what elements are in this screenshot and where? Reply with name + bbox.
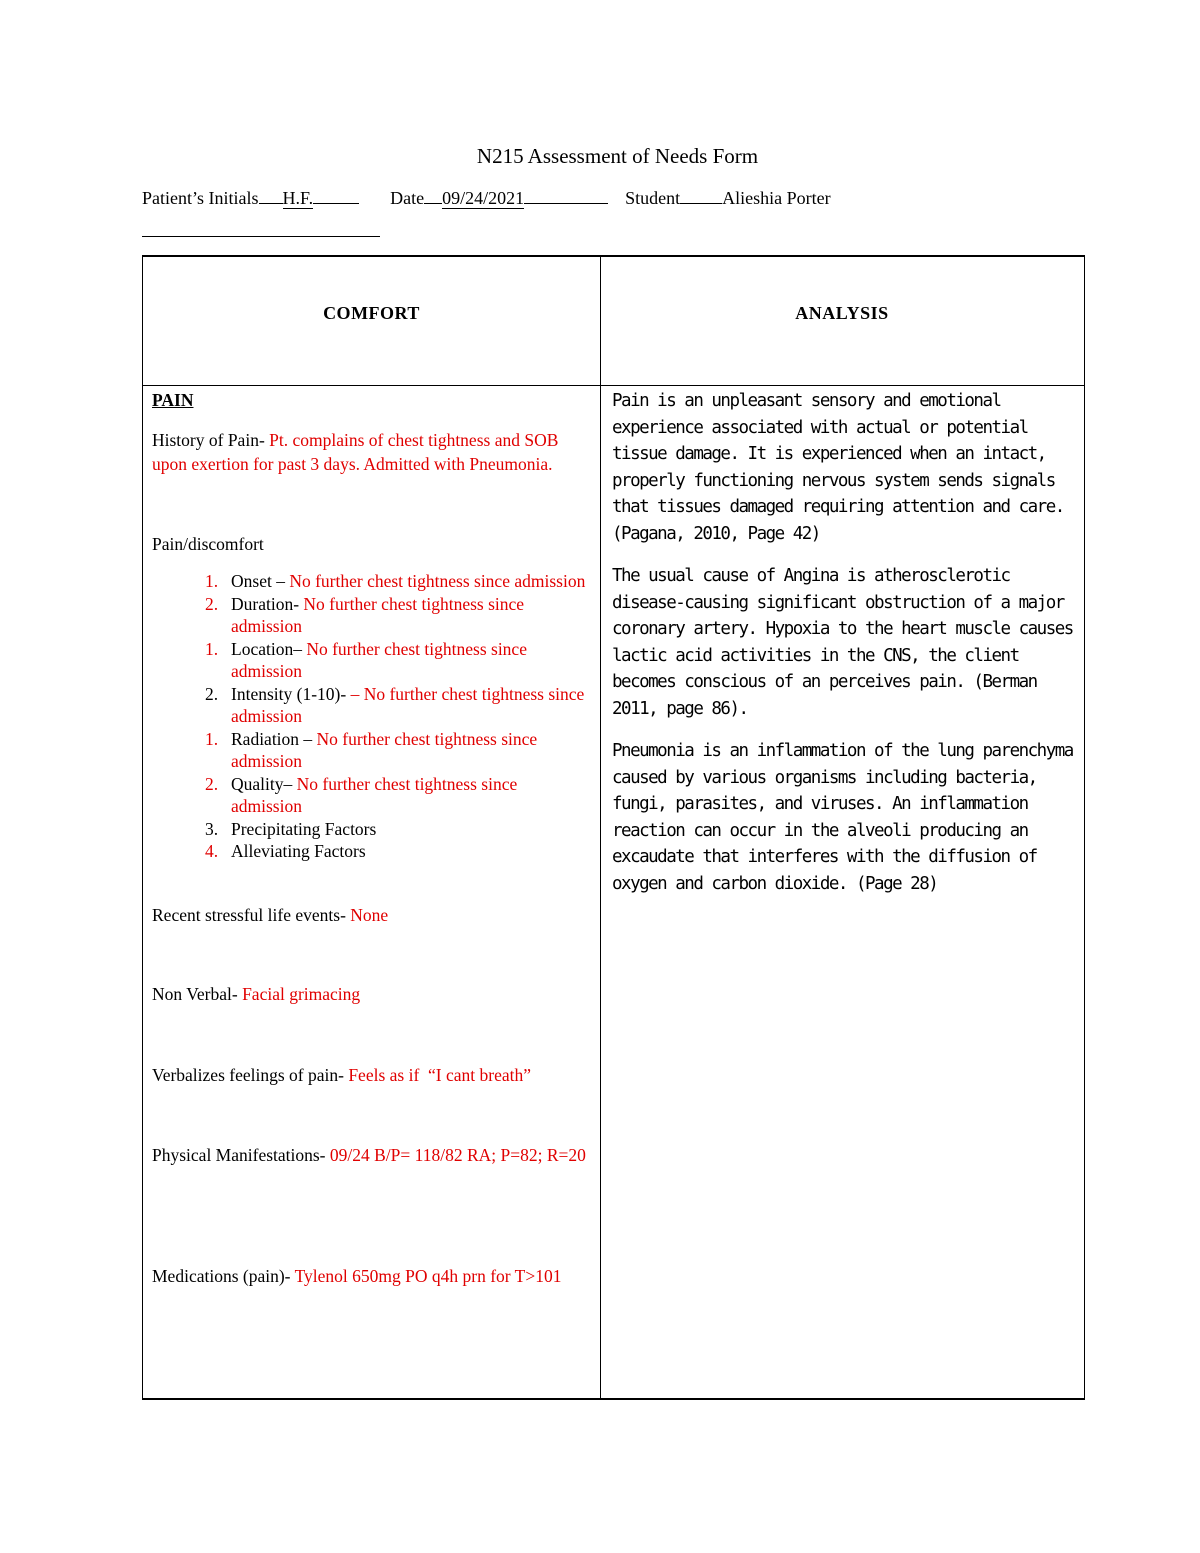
- medications-value: Tylenol 650mg PO q4h prn for T>101: [294, 1265, 562, 1286]
- pain-item-value: No further chest tightness since admission: [231, 593, 525, 636]
- analysis-column: [612, 388, 1077, 913]
- comfort-column-header: COMFORT: [323, 303, 420, 323]
- pain-item: [152, 840, 587, 863]
- medications: Medications (pain)- Tylenol 650mg PO q4h prn for T>101: [152, 1265, 562, 1286]
- history-of-pain: History of Pain- Pt. complains of chest tightness and SOB upon exertion for past 3 days. Admitted with Pneumonia.: [152, 430, 559, 474]
- header-rule: [142, 236, 380, 237]
- pain-heading: PAIN: [152, 390, 194, 410]
- pain-item-label: Precipitating Factors: [231, 818, 377, 839]
- pain-item-number: 2.: [205, 593, 219, 614]
- stressful-events-value: None: [350, 904, 389, 925]
- form-header: [142, 188, 831, 209]
- pain-item: [152, 638, 587, 683]
- pain-item: [152, 818, 587, 841]
- physical-manifestations-value: 09/24 B/P= 118/82 RA; P=82; R=20: [329, 1144, 586, 1165]
- pain-item-number: 1.: [205, 571, 219, 591]
- pain-item-number: 4.: [205, 841, 219, 861]
- non-verbal-value: Facial grimacing: [242, 983, 361, 1004]
- pain-item-number: 3.: [205, 818, 219, 839]
- assessment-table: [142, 255, 1085, 1400]
- pain-item-label: Duration-: [231, 593, 304, 614]
- physical-manifestations: Physical Manifestations- 09/24 B/P= 118/82 RA; P=82; R=20: [152, 1144, 586, 1165]
- pain-item: [152, 593, 587, 638]
- pain-item-label: Alleviating Factors: [231, 841, 366, 861]
- pain-item-label: Radiation –: [231, 728, 317, 749]
- pain-item: [152, 773, 587, 818]
- pain-item-value: No further chest tightness since admission: [231, 773, 518, 816]
- analysis-column-header: ANALYSIS: [795, 303, 889, 323]
- pain-item-value: – No further chest tightness since admission: [231, 683, 585, 726]
- comfort-column: [152, 388, 587, 1288]
- patient-initials-value: H.F.: [282, 188, 314, 208]
- analysis-paragraph-angina: The usual cause of Angina is atherosclerotic disease-causing significant obstruction of a major coronary artery. Hypoxia to the heart muscle causes lactic acid activities in the CNS, the client becomes conscious of an perceives pain. (Berman 2011, page 86).: [612, 566, 1073, 719]
- verbalizes-pain: Verbalizes feelings of pain- Feels as if “I cant breath”: [152, 1064, 532, 1085]
- pain-item-label: Location–: [231, 638, 307, 659]
- form-title: N215 Assessment of Needs Form: [476, 144, 759, 168]
- student-label: Student: [625, 188, 681, 208]
- pain-item-number: 1.: [205, 728, 219, 749]
- stressful-events: Recent stressful life events- None: [152, 904, 389, 925]
- pain-item-number: 2.: [205, 683, 219, 704]
- patient-initials-label: Patient’s Initials: [142, 188, 259, 208]
- pain-item: [152, 683, 587, 728]
- pain-item-number: 2.: [205, 773, 219, 794]
- student-value: Alieshia Porter: [722, 188, 831, 208]
- date-value: 09/24/2021: [442, 188, 525, 208]
- pain-item: [152, 570, 587, 593]
- column-divider: [600, 257, 601, 1398]
- header-divider: [143, 385, 1084, 386]
- date-label: Date: [390, 188, 425, 208]
- pain-item-value: No further chest tightness since admission: [289, 571, 586, 591]
- pain-item-label: Onset –: [231, 571, 290, 591]
- pain-item-label: Quality–: [231, 773, 297, 794]
- pain-item: [152, 728, 587, 773]
- pain-item-value: No further chest tightness since admission: [231, 728, 538, 771]
- pain-item-label: Intensity (1-10)-: [231, 683, 351, 704]
- verbalizes-pain-value: Feels as if “I cant breath”: [348, 1064, 532, 1085]
- history-of-pain-value: Pt. complains of chest tightness and SOB upon exertion for past 3 days. Admitted with Pneumonia.: [152, 430, 559, 474]
- analysis-paragraph-pain: Pain is an unpleasant sensory and emotional experience associated with actual or potential tissue damage. It is experienced when an intact, properly functioning nervous system sends signals that tissues damaged requiring attention and care. (Pagana, 2010, Page 42): [612, 391, 1064, 544]
- pain-item-value: No further chest tightness since admission: [231, 638, 527, 681]
- analysis-paragraph-pneumonia: Pneumonia is an inflammation of the lung parenchyma caused by various organisms including bacteria, fungi, parasites, and viruses. An inflammation reaction can occur in the alveoli producing an excaudate that interferes with the diffusion of oxygen and carbon dioxide. (Page 28): [612, 741, 1073, 894]
- pain-item-number: 1.: [205, 638, 219, 659]
- non-verbal: Non Verbal- Facial grimacing: [152, 983, 361, 1004]
- pain-items-list: [152, 570, 587, 863]
- pain-discomfort-label: Pain/discomfort: [152, 534, 264, 554]
